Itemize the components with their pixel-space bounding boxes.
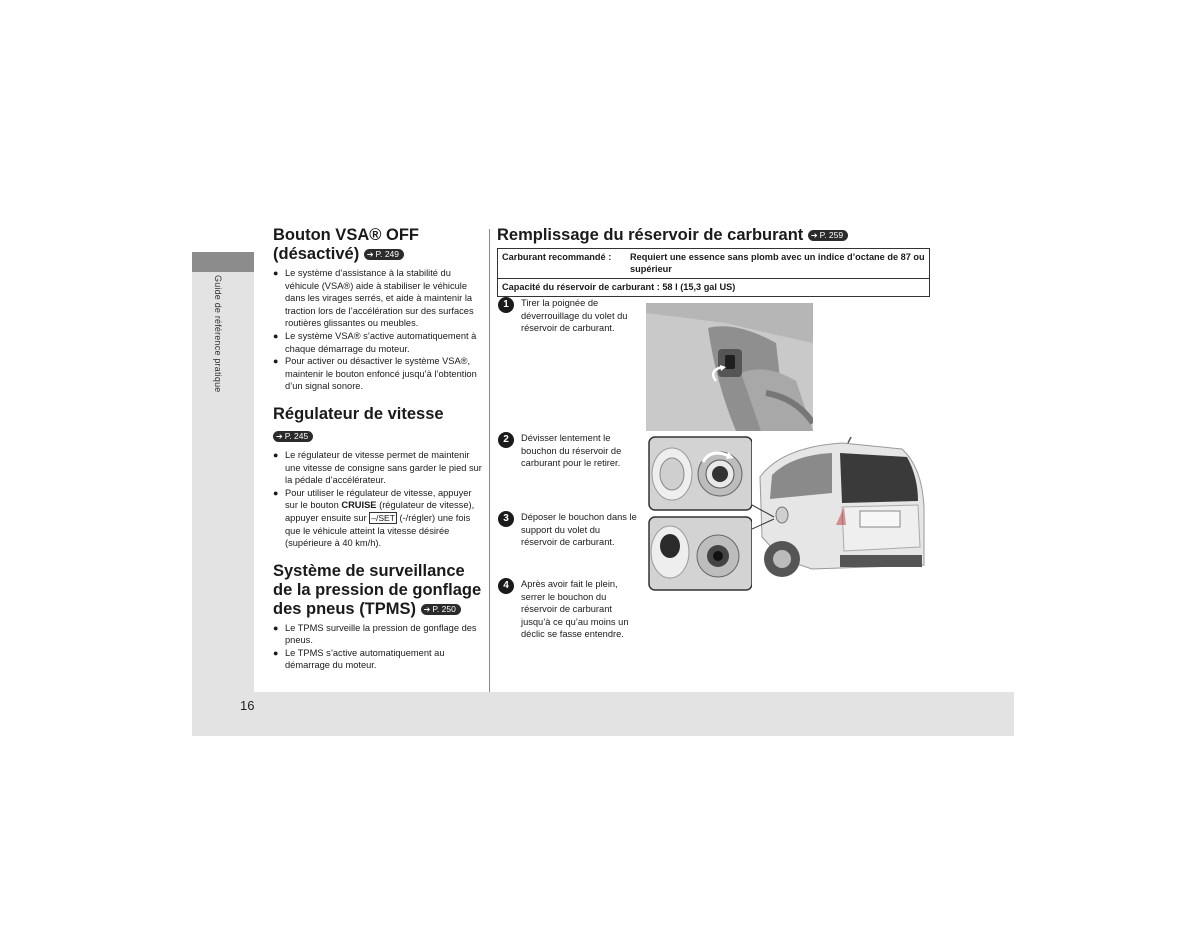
cap-removal-inset [648,436,753,511]
bullet-icon: ● [273,268,279,278]
list-item: ● Le TPMS s’active automatiquement au démarrage du moteur. [273,647,445,671]
fuel-info-table [497,248,930,297]
refuel-page-ref-link[interactable]: ➔ P. 259 [808,230,848,241]
list-item: ● Pour activer ou désactiver le système VSA®, maintenir le bouton enfoncé jusqu’à l’obtention d’un signal sonore. [273,356,477,392]
bullet-icon: ● [273,622,279,633]
set-key-label: –/SET [371,512,395,523]
side-band [192,272,254,692]
list-item: ● Le régulateur de vitesse permet de maintenir une vitesse de consigne sans garder le pied sur la pédale d’accélérateur. [273,449,482,486]
right-column [497,226,929,297]
step-3: 3 Déposer le bouchon dans le support du volet du réservoir de carburant. [498,511,638,549]
step-4: 4 Après avoir fait le plein, serrer le bouchon du réservoir de carburant jusqu’à ce qu’au moins un déclic se fasse entendre. [498,578,638,641]
cruise-section [273,405,483,550]
cruise-button-label: CRUISE [341,500,377,511]
fuel-value: Requiert une essence sans plomb avec un indice d’octane de 87 ou supérieur [630,252,925,274]
list-item: ● Le système VSA® s’active automatiquement à chaque démarrage du moteur. [273,330,477,354]
release-lever-illustration [646,303,813,431]
tpms-title: Système de surveillance de la pression de gonflage des pneus (TPMS) ➔ P. 250 [273,561,482,618]
section-tab [192,252,254,272]
vehicle-rear-illustration [752,437,927,589]
step-1: 1 Tirer la poignée de déverrouillage du volet du réservoir de carburant. [498,297,638,335]
list-item: ● Le TPMS surveille la pression de gonflage des pneus. [273,622,477,646]
bullet-icon: ● [273,647,279,658]
side-section-label: Guide de référence pratique [213,275,223,393]
vsa-section [273,226,483,393]
step-number-badge: 4 [498,578,514,594]
left-column [273,226,483,672]
column-divider [489,229,490,692]
vsa-page-ref-link[interactable]: ➔ P. 249 [364,249,404,260]
refuel-title: Remplissage du réservoir de carburant ➔ P. 259 [497,226,929,245]
bullet-icon: ● [273,330,279,341]
list-item: ● Le système d’assistance à la stabilité du véhicule (VSA®) aide à stabiliser le véhicule dans les virages serrés, et aide à maintenir la traction lors de l’accélération sur des surfaces routières glissantes ou meubles. [273,268,474,329]
arrow-right-icon: ➔ [810,231,818,241]
list-item: ● Pour utiliser le régulateur de vitesse, appuyer sur le bouton CRUISE (régulateur de vitesse), appuyer ensuite sur –/SET (-/régler) une fois que le véhicule atteint la vitesse désirée (supérieure à 40 km/h). [273,487,475,549]
bullet-icon: ● [273,449,279,460]
arrow-right-icon: ➔ [276,432,283,442]
table-row [498,249,929,279]
fuel-label: Carburant recommandé : [502,252,612,262]
step-2: 2 Dévisser lentement le bouchon du réservoir de carburant pour le retirer. [498,432,638,470]
cruise-title: Régulateur de vitesse [273,404,444,423]
arrow-right-icon: ➔ [423,604,431,614]
arrow-right-icon: ➔ [366,250,374,260]
step-number-badge: 3 [498,511,514,527]
capacity-row: Capacité du réservoir de carburant : 58 l (15,3 gal US) [502,282,736,292]
tpms-section [273,562,483,672]
vsa-title: Bouton VSA® OFF (désactivé) ➔ P. 249 [273,226,419,263]
cap-holder-inset [648,516,753,591]
step-number-badge: 1 [498,297,514,313]
bullet-icon: ● [273,356,279,367]
bullet-icon: ● [273,487,279,498]
footer-band [192,692,1014,736]
step-number-badge: 2 [498,432,514,448]
tpms-page-ref-link[interactable]: ➔ P. 250 [421,604,461,615]
page-number: 16 [240,698,255,713]
cruise-page-ref-link[interactable]: ➔ P. 245 [273,431,313,442]
